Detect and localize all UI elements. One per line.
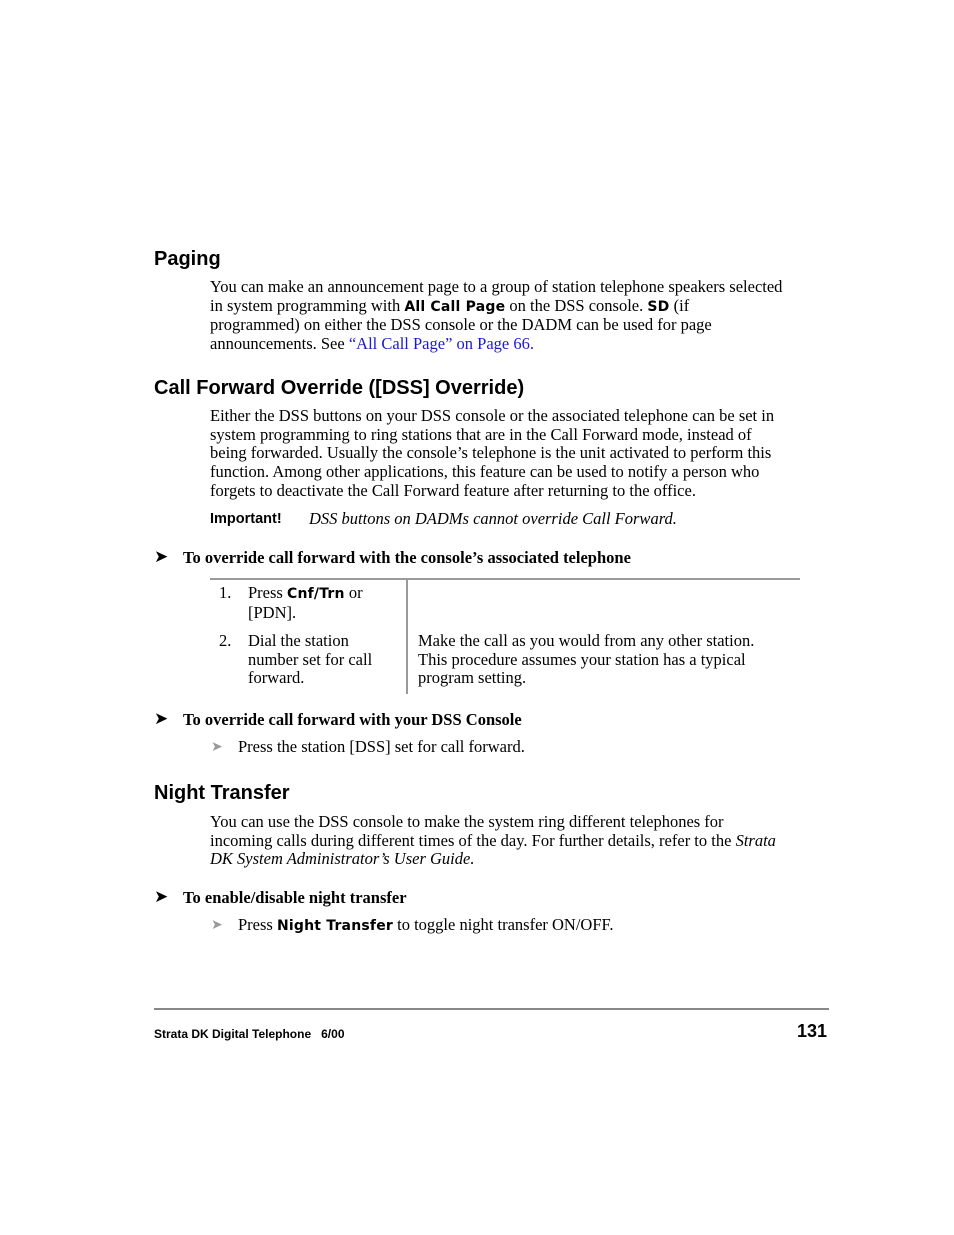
all-call-page-key: All Call Page [404,298,506,315]
step-1-text: Press Cnf/Trn or [PDN]. [248,583,363,622]
important-note: DSS buttons on DADMs cannot override Call Forward. [309,509,677,528]
call-forward-line: function. Among other applications, this feature can be used to notify a person who [210,462,760,482]
paging-line-4: announcements. See “All Call Page” on Page 66. [210,334,534,354]
call-forward-paragraph [210,407,810,501]
call-forward-line: system programming to ring stations that are in the Call Forward mode, instead of [210,424,752,444]
step-arrow-icon: ➤ [211,917,223,933]
step-2-note: Make the call as you would from any other station. This procedure assumes your station has a typical program setting. [418,631,755,688]
step-number: 1. [219,583,232,602]
important-label: Important! [210,511,282,527]
call-forward-line: forgets to deactivate the Call Forward feature after returning to the office. [210,480,696,500]
step-number: 2. [219,631,232,650]
table-top-rule [210,578,800,580]
cnf-trn-key: Cnf/Trn [286,586,345,602]
section-title-night-transfer: Night Transfer [154,782,290,804]
procedure-arrow-icon: ➤ [154,887,169,907]
procedure-2-step: Press the station [DSS] set for call forward. [238,737,525,756]
footer-rule [154,1008,829,1010]
footer-title: Strata DK Digital Telephone 6/00 [154,1027,345,1041]
paging-line-2: in system programming with All Call Page on the DSS console. SD (if [210,295,690,315]
section-title-call-forward-override: Call Forward Override ([DSS] Override) [154,377,525,399]
paging-line-3: programmed) on either the DSS console or the DADM can be used for page [210,315,712,335]
page-number: 131 [796,1021,827,1041]
procedure-title-night-transfer: To enable/disable night transfer [183,888,407,907]
call-forward-line: Either the DSS buttons on your DSS console or the associated telephone can be set in [210,406,775,425]
paging-line-1: You can make an announcement page to a group of station telephone speakers selected [210,277,783,296]
night-transfer-key: Night Transfer [276,918,393,934]
procedure-arrow-icon: ➤ [154,709,169,729]
procedure-title-dss-console: To override call forward with your DSS Console [183,710,522,729]
night-transfer-step: Press Night Transfer to toggle night transfer ON/OFF. [238,915,614,934]
paging-paragraph [210,278,810,354]
all-call-page-link[interactable]: “All Call Page” on Page 66. [348,334,534,354]
call-forward-line: being forwarded. Usually the console’s telephone is the unit activated to perform this [210,443,772,463]
sd-key: SD [647,298,670,315]
night-transfer-paragraph: You can use the DSS console to make the system ring different telephones for incoming calls during different times of the day. For further details, refer to the Strata DK System Administrator’s User Guide. [210,812,776,869]
procedure-title-console-telephone: To override call forward with the console’s associated telephone [183,548,631,567]
section-title-paging: Paging [154,248,221,270]
table-column-divider [406,580,408,694]
procedure-arrow-icon: ➤ [154,547,169,567]
step-arrow-icon: ➤ [211,739,223,755]
step-2-text: Dial the station number set for call forward. [248,631,373,688]
